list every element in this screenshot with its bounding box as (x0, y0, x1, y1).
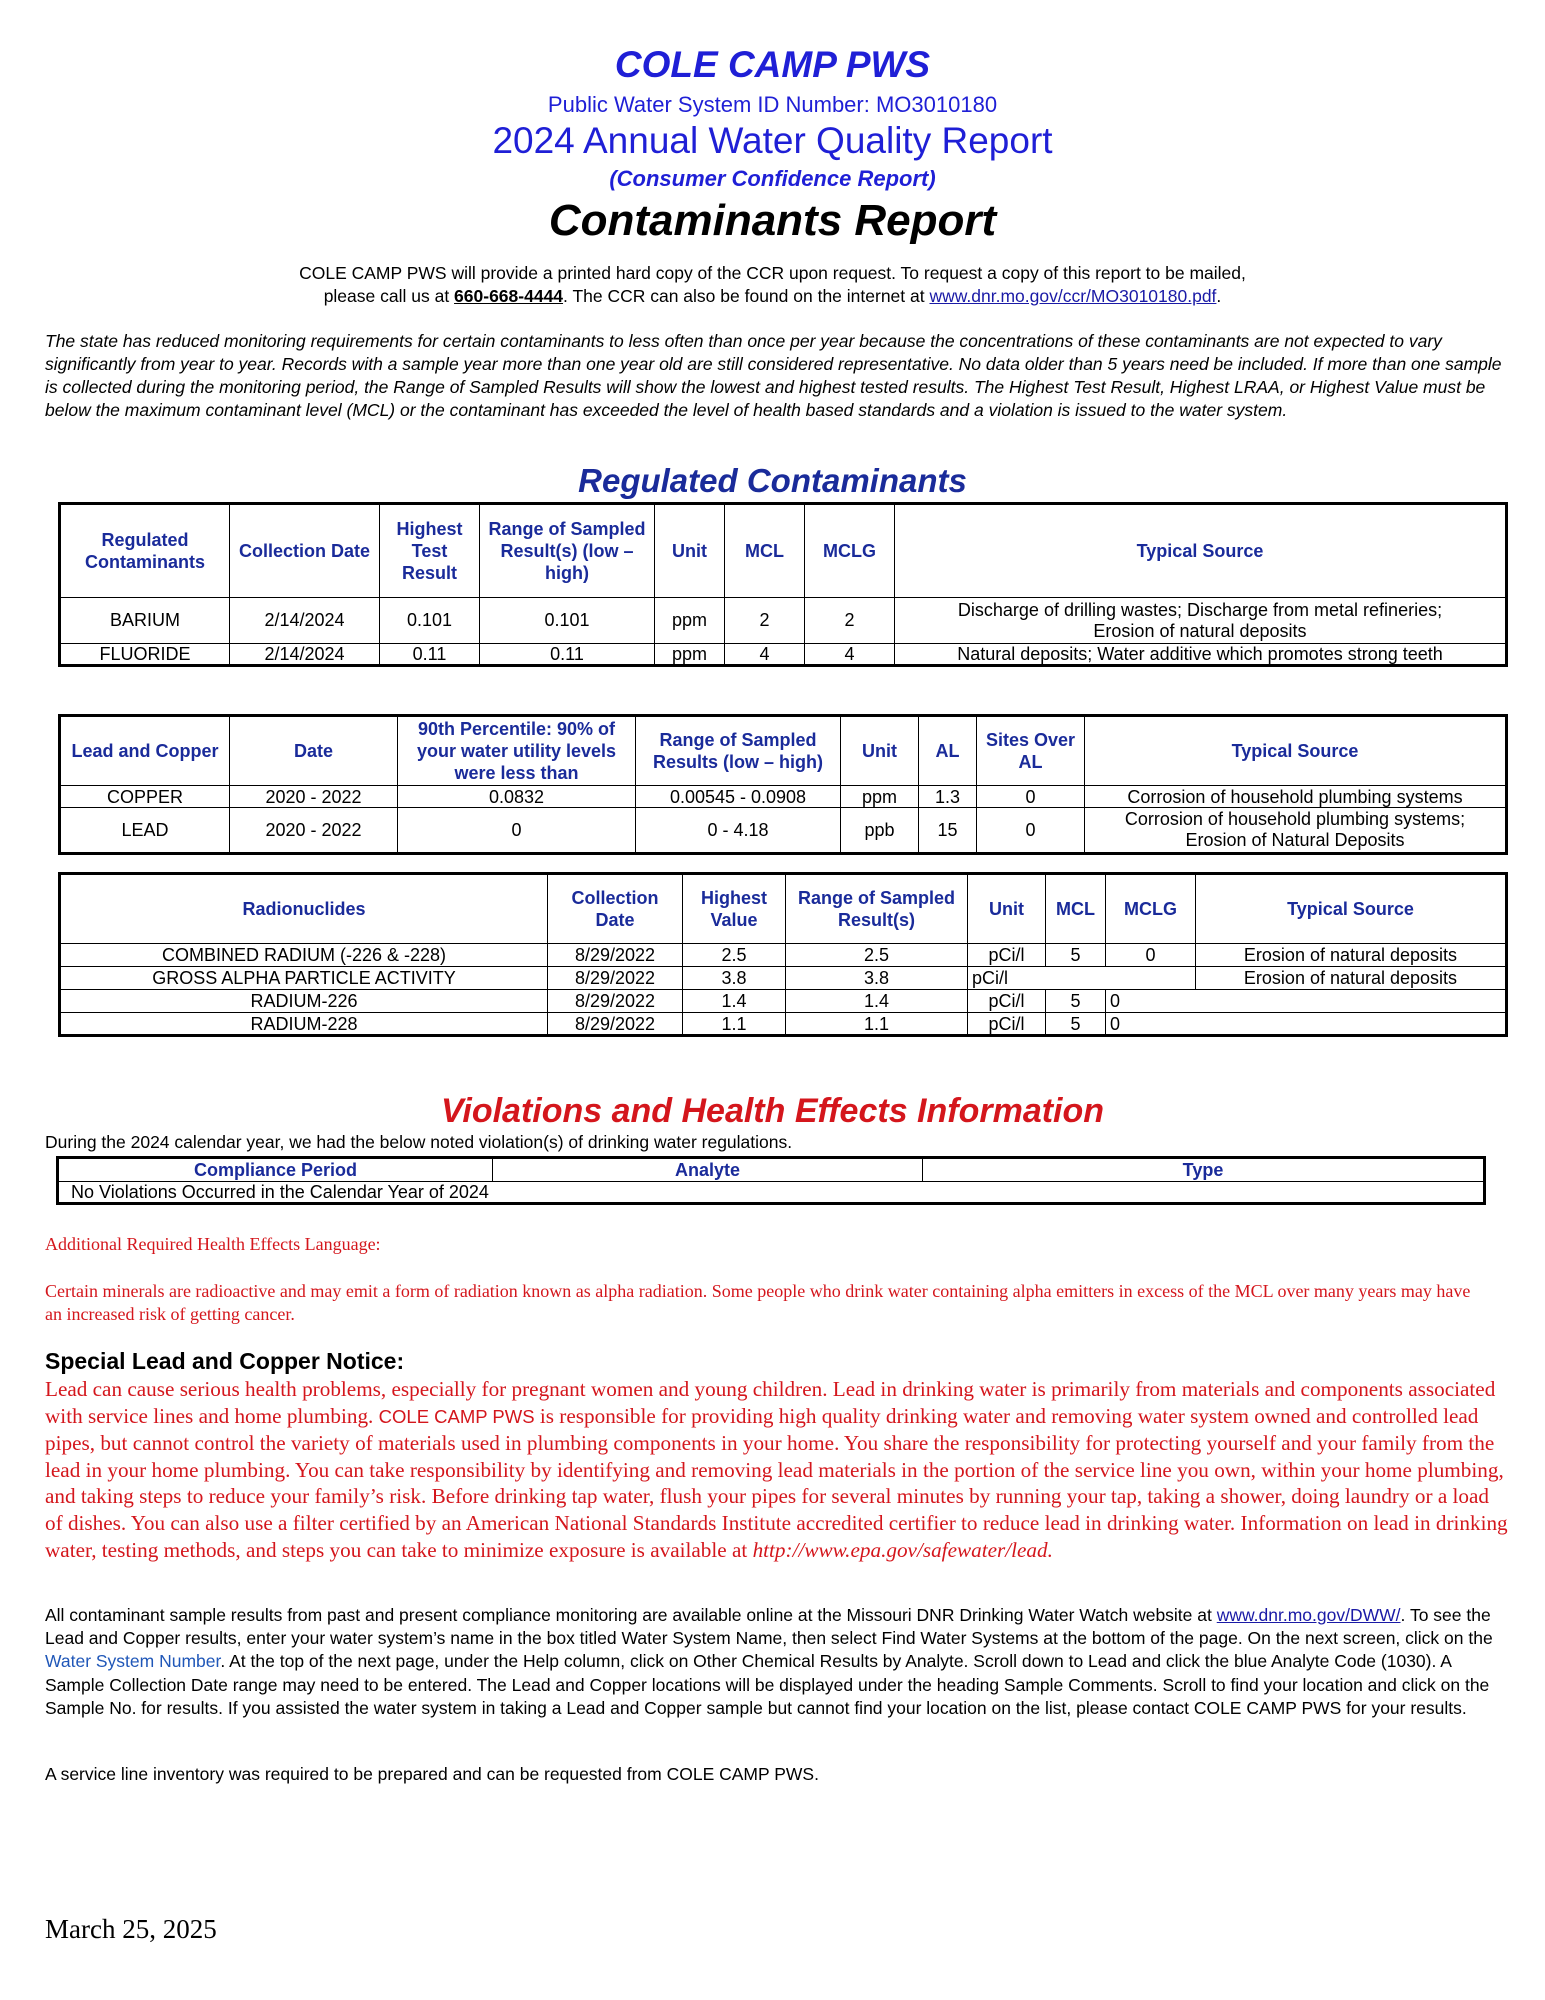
table-row (60, 1013, 1507, 1036)
cell: 0.11 (480, 644, 655, 666)
cell: 1.1 (786, 1013, 968, 1036)
header-cell: Typical Source (895, 504, 1507, 598)
cell: RADIUM-226 (60, 990, 548, 1013)
intro-paragraph (0, 262, 1545, 308)
header-cell: Analyte (493, 1158, 923, 1182)
table-row (60, 598, 1507, 644)
cell: 8/29/2022 (548, 944, 683, 967)
cell: 5 (1046, 1013, 1106, 1036)
header-cell: Typical Source (1196, 874, 1507, 944)
cell: RADIUM-228 (60, 1013, 548, 1036)
cell: 1.3 (919, 786, 977, 808)
intro-text-4: . (1216, 286, 1222, 306)
water-system-number-link[interactable]: Water System Number (45, 1651, 221, 1672)
cell: 2.5 (786, 944, 968, 967)
cell: 0 (977, 786, 1085, 808)
epa-lead-link[interactable]: http://www.epa.gov/safewater/lead. (752, 1537, 1053, 1562)
cell: Corrosion of household plumbing systems (1085, 786, 1507, 808)
dww-text-2: . To see the Lead and Copper results, enter your water system’s name in the box titled Water System Name, then select Find Water Systems at the bottom of the page. On the next screen, click on the (45, 1605, 1493, 1649)
violations-intro: During the 2024 calendar year, we had the below noted violation(s) of drinking water regulations. (45, 1132, 793, 1152)
table-header-row (60, 716, 1507, 786)
cell: ppm (841, 786, 919, 808)
cell: LEAD (60, 808, 230, 854)
cell: 0 (977, 808, 1085, 854)
header-cell: Unit (968, 874, 1046, 944)
cell: Corrosion of household plumbing systems; Erosion of Natural Deposits (1085, 808, 1507, 854)
cell: 2.5 (683, 944, 786, 967)
phone-number: 660-668-4444 (454, 286, 564, 306)
cell: 3.8 (683, 967, 786, 990)
header-cell: Lead and Copper (60, 716, 230, 786)
header-cell: Range of Sampled Results (low – high) (636, 716, 841, 786)
table-row (60, 967, 1507, 990)
cell: 0.101 (480, 598, 655, 644)
cell: COPPER (60, 786, 230, 808)
regulated-heading: Regulated Contaminants (578, 462, 967, 499)
violations-heading: Violations and Health Effects Information (440, 1092, 1105, 1130)
header-cell: Typical Source (1085, 716, 1507, 786)
header-cell: Range of Sampled Result(s) (786, 874, 968, 944)
intro-text-1: COLE CAMP PWS will provide a printed hard copy of the CCR upon request. To request a copy of this report to be mailed, (299, 263, 1246, 283)
cell: 2 (725, 598, 805, 644)
header-cell: Compliance Period (58, 1158, 493, 1182)
cell: 4 (805, 644, 895, 666)
cell: pCi/l (968, 944, 1046, 967)
cell: BARIUM (60, 598, 230, 644)
radionuclides-table (58, 872, 1508, 1037)
cell: Natural deposits; Water additive which promotes strong teeth (895, 644, 1507, 666)
header-cell: AL (919, 716, 977, 786)
lead-notice-part-b: is responsible for providing high quality drinking water and removing water system owned and controlled lead pipes, but cannot control the variety of materials used in plumbing components in your home. You share the responsibility for protecting yourself and your family from the lead in your home plumbing. You can take responsibility by identifying and removing lead materials in the portion of the service line you own, within your home plumbing, and taking steps to reduce your family’s risk. Before drinking tap water, flush your pipes for several minutes by running your tap, taking a shower, doing laundry or a load of dishes. You can also use a filter certified by an American National Standards Institute accredited certifier to reduce lead in drinking water. Information on lead in drinking water, testing methods, and steps you can take to minimize exposure is available at (45, 1403, 1508, 1562)
header-cell: Sites Over AL (977, 716, 1085, 786)
header-cell: Radionuclides (60, 874, 548, 944)
report-name: Contaminants Report (548, 196, 997, 245)
cell: 3.8 (786, 967, 968, 990)
intro-text-2: please call us at (323, 286, 455, 306)
cell: 0.11 (380, 644, 480, 666)
cell: Erosion of natural deposits (1196, 944, 1507, 967)
cell: 0 - 4.18 (636, 808, 841, 854)
ccr-link[interactable]: www.dnr.mo.gov/ccr/MO3010180.pdf (929, 286, 1217, 306)
report-date: March 25, 2025 (45, 1914, 217, 1944)
cell: 8/29/2022 (548, 990, 683, 1013)
lead-notice-part-a: Lead can cause serious health problems, especially for pregnant women and young children. Lead in drinking water is primarily from materials and components associated with service lines and home plumbing. (45, 1377, 1496, 1428)
cell: 5 (1046, 990, 1106, 1013)
header-cell: MCL (1046, 874, 1106, 944)
cell: Erosion of natural deposits (1196, 967, 1507, 990)
inventory-note: A service line inventory was required to be prepared and can be requested from COLE CAMP PWS. (45, 1764, 819, 1784)
report-subtitle: (Consumer Confidence Report) (609, 166, 936, 191)
header-cell: Collection Date (230, 504, 380, 598)
cell: GROSS ALPHA PARTICLE ACTIVITY (60, 967, 548, 990)
header-cell: MCLG (1106, 874, 1196, 944)
cell: pCi/l (968, 1013, 1046, 1036)
cell: 4 (725, 644, 805, 666)
cell: 2020 - 2022 (230, 786, 398, 808)
cell: 0.0832 (398, 786, 636, 808)
cell: 2/14/2024 (230, 644, 380, 666)
cell: pCi/l (968, 967, 1196, 990)
header-cell: Unit (841, 716, 919, 786)
cell: 8/29/2022 (548, 967, 683, 990)
cell: 2/14/2024 (230, 598, 380, 644)
cell: Discharge of drilling wastes; Discharge from metal refineries; Erosion of natural deposits (895, 598, 1507, 644)
header-cell: Type (923, 1158, 1485, 1182)
cell: 5 (1046, 944, 1106, 967)
cell: 2020 - 2022 (230, 808, 398, 854)
header-cell: Highest Value (683, 874, 786, 944)
dww-text-1: All contaminant sample results from past and present compliance monitoring are available online at the Missouri DNR Drinking Water Watch website at (45, 1605, 1217, 1625)
dww-link[interactable]: www.dnr.mo.gov/DWW/ (1216, 1605, 1401, 1625)
table-row (60, 944, 1507, 967)
cell: 0 (398, 808, 636, 854)
dww-paragraph (45, 1604, 1515, 1720)
header-cell: Unit (655, 504, 725, 598)
dww-text-3: . At the top of the next page, under the Help column, click on Other Chemical Results by Analyte. Scroll down to Lead and click the blue Analyte Code (1030). A Sample Collection Date range may need to be entered. The Lead and Copper locations will be displayed under the heading Sample Comments. Scroll to find your location and click on the Sample No. for results. If you assisted the water system in taking a Lead and Copper sample but cannot find your location on the list, please contact COLE CAMP PWS for your results. (45, 1651, 1490, 1718)
lead-notice-title: Special Lead and Copper Notice: (45, 1348, 405, 1374)
health-effects-label: Additional Required Health Effects Language: (45, 1234, 381, 1254)
table-row (60, 808, 1507, 854)
header-cell: Collection Date (548, 874, 683, 944)
header-cell: MCLG (805, 504, 895, 598)
intro-text-3: . The CCR can also be found on the internet at (563, 286, 930, 306)
table-header-row (58, 1158, 1485, 1182)
cell: 0.101 (380, 598, 480, 644)
header-cell: Date (230, 716, 398, 786)
cell: No Violations Occurred in the Calendar Year of 2024 (58, 1182, 1485, 1204)
cell: 15 (919, 808, 977, 854)
lead-notice-system: COLE CAMP PWS (378, 1405, 535, 1427)
lead-notice-text (45, 1376, 1510, 1563)
header-cell: 90th Percentile: 90% of your water utility levels were less than (398, 716, 636, 786)
header-cell: MCL (725, 504, 805, 598)
table-header-row (60, 874, 1507, 944)
table-row (58, 1182, 1485, 1204)
header-cell: Regulated Contaminants (60, 504, 230, 598)
cell: 1.4 (786, 990, 968, 1013)
violations-table (56, 1156, 1486, 1205)
report-title: 2024 Annual Water Quality Report (492, 120, 1053, 161)
table-row (60, 990, 1507, 1013)
regulated-table (58, 502, 1508, 667)
table-header-row (60, 504, 1507, 598)
cell: 2 (805, 598, 895, 644)
cell: FLUORIDE (60, 644, 230, 666)
cell: 8/29/2022 (548, 1013, 683, 1036)
cell: 0.00545 - 0.0908 (636, 786, 841, 808)
cell: 0 (1106, 944, 1196, 967)
cell: 0 (1106, 1013, 1507, 1036)
system-id: Public Water System ID Number: MO3010180 (547, 92, 998, 117)
cell: 1.4 (683, 990, 786, 1013)
cell: ppb (841, 808, 919, 854)
table-row (60, 644, 1507, 666)
state-note: The state has reduced monitoring requirements for certain contaminants to less often than once per year because the concentrations of these contaminants are not expected to vary significantly from year to year. Records with a sample year more than one year old are still considered representative. No data older than 5 years need be included. If more than one sample is collected during the monitoring period, the Range of Sampled Results will show the lowest and highest tested results. The Highest Test Result, Highest LRAA, or Highest Value must be below the maximum contaminant level (MCL) or the contaminant has exceeded the level of health based standards and a violation is issued to the water system. (45, 331, 1502, 420)
lead-copper-table (58, 714, 1508, 855)
cell: COMBINED RADIUM (-226 & -228) (60, 944, 548, 967)
health-effects-text: Certain minerals are radioactive and may emit a form of radiation known as alpha radiation. Some people who drink water containing alpha emitters in excess of the MCL over many years may have an increased risk of getting cancer. (45, 1281, 1471, 1324)
cell: 1.1 (683, 1013, 786, 1036)
system-name: COLE CAMP PWS (614, 44, 931, 85)
cell: pCi/l (968, 990, 1046, 1013)
table-row (60, 786, 1507, 808)
header-cell: Highest Test Result (380, 504, 480, 598)
header-cell: Range of Sampled Result(s) (low – high) (480, 504, 655, 598)
cell: ppm (655, 598, 725, 644)
cell: 0 (1106, 990, 1507, 1013)
cell: ppm (655, 644, 725, 666)
